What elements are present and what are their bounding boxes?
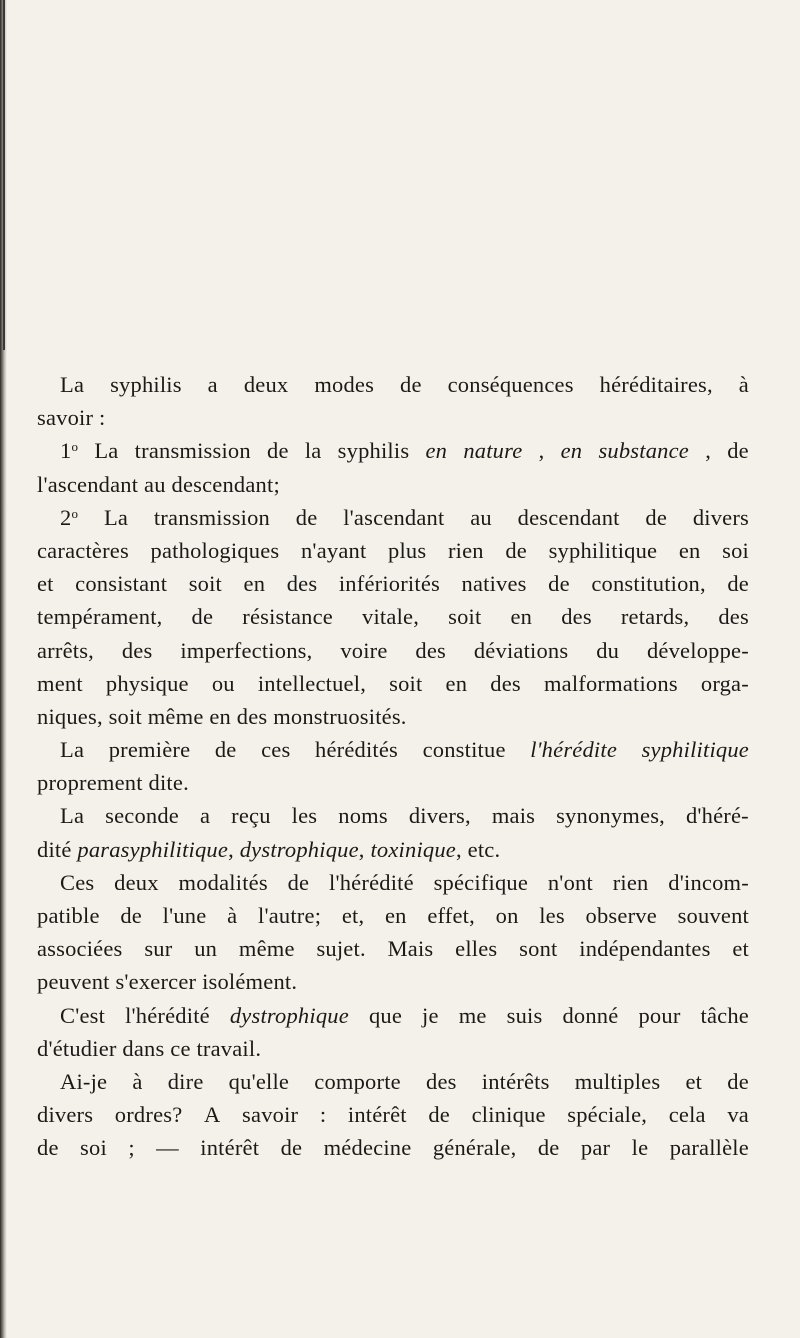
text-line: 2$^o$ La transmission de l'ascendant au descendant de divers	[60, 504, 749, 530]
page-binding-mark	[3, 0, 5, 350]
text-line: tempérament, de résistance vitale, soit en des retards, des	[37, 604, 749, 630]
text-line: La première de ces hérédités constitue l'hérédite syphilitique	[60, 737, 749, 763]
text-line: d'étudier dans ce travail.	[37, 1035, 262, 1061]
text-line: savoir :	[37, 405, 106, 431]
text-line: La syphilis a deux modes de conséquences héréditaires, à	[60, 372, 749, 397]
text-line: caractères pathologiques n'ayant plus rien de syphilitique en soi	[37, 537, 749, 563]
text-line: proprement dite.	[37, 770, 189, 796]
text-line: associées sur un même sujet. Mais elles sont indépendantes et	[37, 936, 749, 962]
document-body	[37, 368, 749, 1165]
text-line: peuvent s'exercer isolément.	[37, 969, 298, 995]
text-line: 1$^o$ La transmission de la syphilis en nature , en substance , de	[60, 438, 749, 464]
text-line: patible de l'une à l'autre; et, en effet, on les observe souvent	[37, 903, 749, 928]
text-line: l'ascendant au descendant;	[37, 471, 280, 497]
text-line: arrêts, des imperfections, voire des déviations du développe-	[37, 637, 749, 663]
text-line: ment physique ou intellectuel, soit en des malformations orga-	[37, 670, 749, 696]
text-line: La seconde a reçu les noms divers, mais synonymes, d'héré-	[60, 803, 749, 829]
text-line: Ces deux modalités de l'hérédité spécifique n'ont rien d'incom-	[60, 869, 749, 895]
text-line: et consistant soit en des infériorités natives de constitution, de	[37, 571, 749, 597]
text-line: de soi ; — intérêt de médecine générale, de par le parallèle	[37, 1135, 749, 1161]
text-line: C'est l'hérédité dystrophique que je me suis donné pour tâche	[60, 1002, 749, 1028]
text-line: niques, soit même en des monstruosités.	[37, 703, 407, 729]
text-line: Ai-je à dire qu'elle comporte des intérêts multiples et de	[60, 1068, 749, 1094]
text-line: divers ordres? A savoir : intérêt de clinique spéciale, cela va	[37, 1102, 749, 1128]
text-line: dité parasyphilitique, dystrophique, toxinique, etc.	[37, 836, 501, 862]
